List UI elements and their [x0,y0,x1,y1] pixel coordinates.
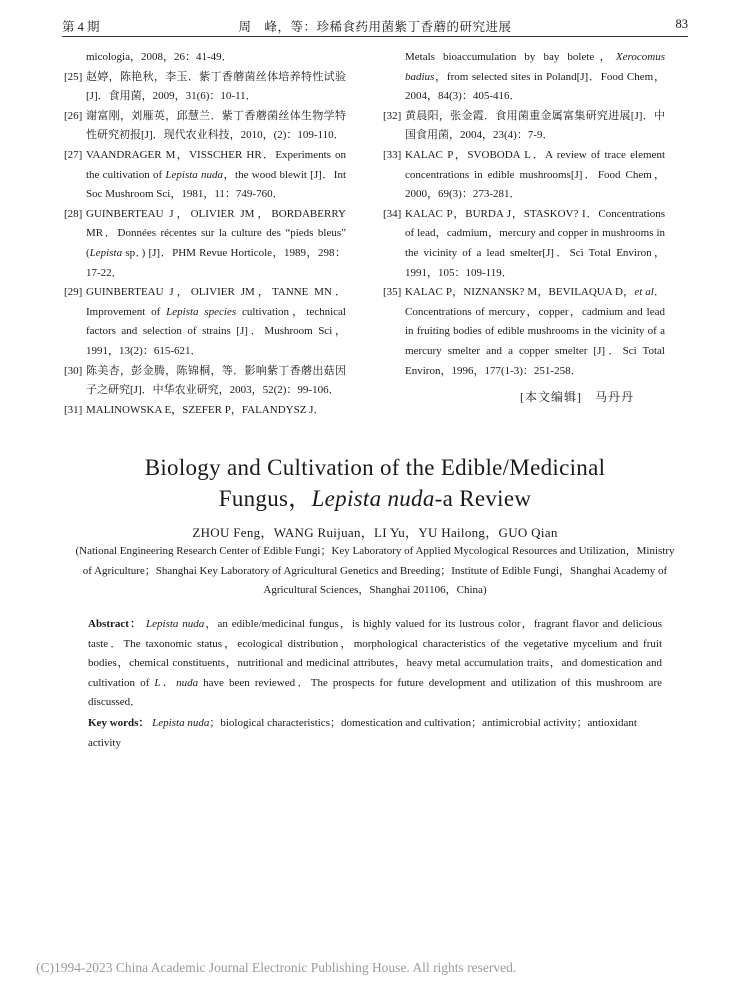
reference-item: [29] GUINBERTEAU J，OLIVIER JM，TANNE MN．Improvement of Lepista species cultivation，technical factors and selection of strains [J]．Mushroom Sci，1991，13(2)：615-621． [64,286,346,357]
copyright-footer: (C)1994-2023 China Academic Journal Electronic Publishing House. All rights reserved. [36,960,517,975]
title-line-1: Biology and Cultivation of the Edible/Medicinal [144,455,606,480]
reference-item: micologia，2008，26：41-49． [86,51,233,63]
reference-item: [35] KALAC P，NIZNANSK? M，BEVILAQUA D，et al．Concentrations of mercury，copper，cadmium and lead in fruiting bodies of edible mushrooms in the vicinity of a mercury smelter and a copper smelter [J]．Sci Total Environ，1996，177(1-3)：251-258． [383,286,665,377]
abstract-label: Abstract [88,618,129,630]
reference-item: [30] 陈美杏，彭金腾，陈锦桐，等．影响紫丁香蘑出菇因子之研究[J]．中华农业研究，2003，52(2)：99-106． [64,364,346,397]
references-left-column [64,48,346,420]
reference-item: [31] MALINOWSKA E，SZEFER P，FALANDYSZ J． [64,403,325,416]
affiliation: (National Engineering Research Center of Edible Fungi；Key Laboratory of Applied Mycological Resources and Utilization，Ministry of Agriculture；Shanghai Key Laboratory of Agricultural Genetics and Breeding；Institute of Edible Fungi，Shanghai Academy of Agricultural Sciences，Shanghai 201106，China) [75,545,675,596]
reference-item: Metals bioaccumulation by bay bolete，Xerocomus badius，from selected sites in Poland[J]．Food Chem，2004，84(3)：405-416． [405,51,665,103]
page-number: 83 [675,17,688,31]
reference-item: [28] GUINBERTEAU J，OLIVIER JM，BORDABERRY MR．Données récentes sur la culture des “pieds bleus” (Lepista sp．) [J]．PHM Revue Horticole，1989，298：17-22． [64,207,346,279]
references-right-column [383,48,665,381]
keywords-label: Key words [88,717,139,729]
author-list: ZHOU Feng，WANG Ruijuan，LI Yu，YU Hailong，GUO Qian [192,525,558,540]
abstract: Abstract： Lepista nuda，an edible/medicinal fungus，is highly valued for its lustrous color，fragrant flavor and delicious taste．The taxonomic status，ecological distribution，morphological characteristics of the vegetative mycelium and fruit bodies，chemical constituents，nutritional and medicinal attributes，heavy metal accumulation traits，and domestication and cultivation of L．nuda have been reviewed．The prospects for future development and utilization of this mushroom are discussed． [88,618,663,709]
reference-item: [25] 赵婷，陈艳秋，李玉．紫丁香蘑菌丝体培养特性试验[J]．食用菌，2009，31(6)：10-11． [64,70,346,103]
reference-item: [34] KALAC P，BURDA J，STASKOV? I．Concentrations of lead，cadmium，mercury and copper in mushrooms in the vicinity of a lead smelter[J]．Sci Total Environ，1991，105：109-119． [383,207,665,279]
running-title: 周 峰，等：珍稀食药用菌紫丁香蘑的研究进展 [238,20,512,34]
title-line-2: Fungus，Lepista nuda-a Review [218,486,532,511]
editor-note: [本文编辑] 马丹丹 [520,390,634,404]
issue-label: 第 4 期 [62,20,100,34]
reference-item: [32] 黄晨阳，张金霞．食用菌重金属富集研究进展[J]．中国食用菌，2004，23(4)：7-9． [383,109,665,142]
reference-item: [26] 谢富刚，刘雁英，邱慧兰．紫丁香蘑菌丝体生物学特性研究初报[J]．现代农业科技，2010，(2)：109-110． [64,109,346,142]
keywords: Key words： Lepista nuda；biological characteristics；domestication and cultivation；antimicrobial activity；antioxidant activity [88,717,637,749]
paper-title [40,452,710,514]
reference-item: [33] KALAC P，SVOBODA L．A review of trace element concentrations in edible mushrooms[J]．Food Chem，2000，69(3)：273-281． [383,148,665,201]
page-header [62,14,688,37]
reference-item: [27] VAANDRAGER M，VISSCHER HR．Experiments on the cultivation of Lepista nuda，the wood blewit [J]．Int Soc Mushroom Sci，1981，11：749-760． [64,148,347,201]
